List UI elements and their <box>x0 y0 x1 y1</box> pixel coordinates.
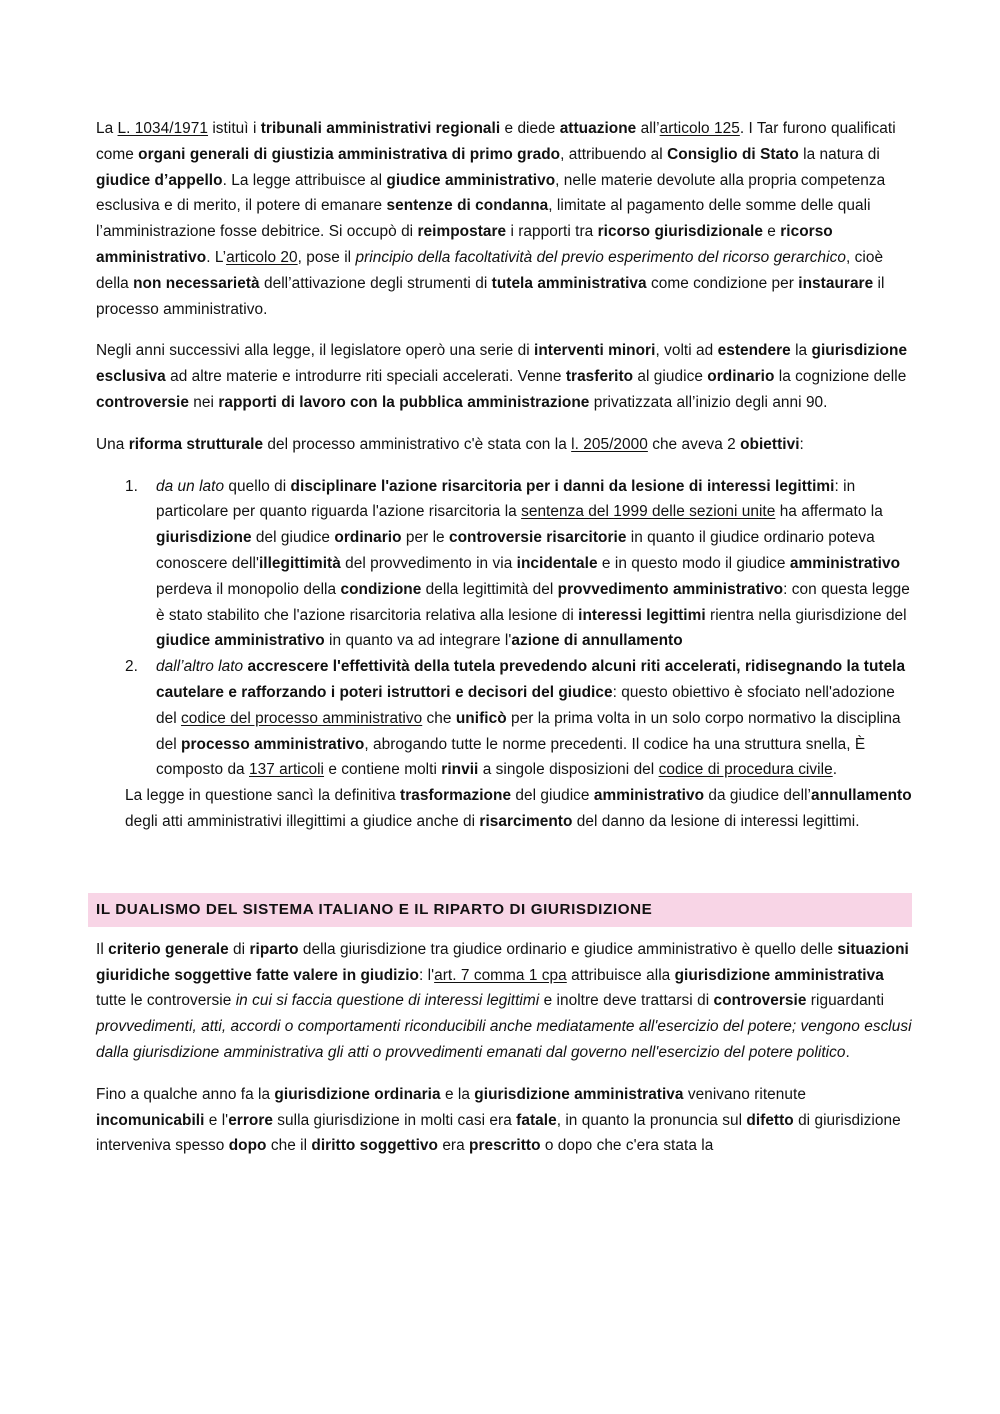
text-run: : l' <box>419 966 435 984</box>
bold-term: provvedimento amministrativo <box>557 580 784 598</box>
text-run: La <box>96 120 118 137</box>
list-item-number: 2. <box>125 658 138 676</box>
bold-term: organi generali di giustizia amministrativa di primo grado <box>138 145 561 163</box>
text-run: sulla giurisdizione in molti casi era <box>272 1111 517 1129</box>
text-run: che <box>422 709 456 727</box>
text-run: per le <box>401 529 449 547</box>
text-run: . I Tar furono qualificati come <box>96 120 896 163</box>
text-run: o dopo che c'era stata la <box>540 1137 714 1155</box>
text-run: da giudice dell’ <box>704 787 812 805</box>
bold-term: azione di annullamento <box>511 632 683 650</box>
legal-reference: codice di procedura civile <box>658 761 833 779</box>
bold-term: non necessarietà <box>133 274 260 292</box>
bold-term: obiettivi <box>740 435 800 453</box>
text-run: al giudice <box>633 368 708 386</box>
text-run: del giudice <box>251 529 335 547</box>
bold-term: ordinario <box>707 368 775 386</box>
text-run: , cioè della <box>96 248 884 292</box>
italic-text: in cui si faccia questione di interessi legittimi <box>235 992 540 1010</box>
text-run: come condizione per <box>646 274 799 292</box>
text-run: il processo amministrativo. <box>96 274 885 318</box>
text-run: che aveva 2 <box>647 435 741 453</box>
paragraph-interventi-minori <box>96 338 912 415</box>
bold-term: criterio generale <box>108 940 229 958</box>
bold-term: ordinario <box>334 529 402 547</box>
text-run: , volti ad <box>655 342 718 360</box>
bold-term: controversie <box>96 393 189 411</box>
bold-term: giurisdizione amministrativa <box>674 966 884 984</box>
bold-term: condizione <box>340 580 422 598</box>
bold-term: giudice amministrativo <box>156 632 325 650</box>
text-run: , nelle materie devolute alla propria competenza esclusiva e di merito, il potere di emanare <box>96 171 886 215</box>
text-run: nei <box>188 393 219 411</box>
paragraph-l-1034-1971 <box>96 116 912 322</box>
section-heading: IL DUALISMO DEL SISTEMA ITALIANO E IL RIPARTO DI GIURISDIZIONE <box>88 893 912 927</box>
text-run: , limitate al pagamento delle somme delle quali l’amministrazione fosse debitrice. Si occupò di <box>96 197 871 241</box>
bold-term: unificò <box>455 709 507 727</box>
bold-term: tutela amministrativa <box>491 274 647 292</box>
list-item <box>96 654 912 783</box>
text-run: . <box>832 761 838 779</box>
objectives-list <box>96 474 912 784</box>
bold-term: fatale <box>516 1111 557 1129</box>
legal-reference: l. 205/2000 <box>571 435 648 453</box>
text-run: , attribuendo al <box>560 145 668 163</box>
bold-term: errore <box>228 1111 273 1129</box>
bold-term: controversie risarcitorie <box>448 529 627 547</box>
text-run: , pose il <box>297 248 356 266</box>
text-run: . L’ <box>206 248 227 266</box>
text-run: , abrogando tutte le norme precedenti. Il codice ha una struttura snella, È composto da <box>156 735 866 779</box>
bold-term: situazioni giuridiche soggettive fatte valere in giudizio <box>96 940 909 984</box>
text-run: Il <box>96 940 109 958</box>
text-run: in quanto il giudice ordinario poteva conoscere dell' <box>156 529 875 572</box>
italic-text: da un lato <box>156 477 225 495</box>
text-run: privatizzata all’inizio degli anni 90. <box>589 393 828 411</box>
text-run: perdeva il monopolio della <box>156 580 341 598</box>
text-run: ad altre materie e introdurre riti speciali accelerati. Venne <box>165 368 566 386</box>
text-run: era <box>438 1137 470 1155</box>
bold-term: giurisdizione amministrativa <box>474 1085 684 1103</box>
italic-text: principio della facoltatività del previo esperimento del ricorso gerarchico <box>355 248 846 266</box>
text-run: : in particolare per quanto riguarda l'azione risarcitoria la <box>156 477 856 521</box>
list-item-number: 1. <box>125 477 138 495</box>
bold-term: estendere <box>717 342 791 360</box>
bold-term: reimpostare <box>417 223 507 241</box>
text-run: venivano ritenute <box>683 1085 806 1103</box>
text-run: del provvedimento in via <box>340 554 517 572</box>
bold-term: interventi minori <box>534 342 656 360</box>
text-run: dell’attivazione degli strumenti di <box>259 274 492 292</box>
bold-term: trasformazione <box>400 787 512 805</box>
paragraph-riforma-strutturale <box>96 432 912 458</box>
text-run: e contiene molti <box>324 761 442 779</box>
text-run: di giurisdizione interveniva spesso <box>96 1111 901 1155</box>
bold-term: disciplinare l'azione risarcitoria per i danni da lesione di interessi legittimi <box>290 477 835 495</box>
legal-reference: 137 articoli <box>249 761 325 779</box>
text-run: e la <box>440 1085 475 1103</box>
legal-reference: L. 1034/1971 <box>117 120 209 137</box>
bold-term: processo amministrativo <box>181 735 365 753</box>
text-run: Fino a qualche anno fa la <box>96 1085 275 1103</box>
bold-term: attuazione <box>559 120 637 137</box>
text-run: e in questo modo il giudice <box>597 554 790 572</box>
bold-term: difetto <box>746 1111 794 1129</box>
text-run: della giurisdizione tra giudice ordinario e giudice amministrativo è quello delle <box>298 940 838 958</box>
bold-term: annullamento <box>811 787 912 805</box>
text-run: che il <box>266 1137 312 1155</box>
legal-reference: sentenza del 1999 delle sezioni unite <box>521 503 776 521</box>
text-run: del processo amministrativo c'è stata con la <box>263 435 572 453</box>
bold-term: incomunicabili <box>96 1111 205 1129</box>
bold-term: tribunali amministrativi regionali <box>260 120 501 137</box>
text-run: del danno da lesione di interessi legittimi. <box>572 812 860 830</box>
legal-reference: codice del processo amministrativo <box>181 709 423 727</box>
legal-reference: art. 7 comma 1 cpa <box>434 966 567 984</box>
text-run: la natura di <box>798 145 880 163</box>
bold-term: interessi legittimi <box>578 606 706 624</box>
bold-term: amministrativo <box>789 554 901 572</box>
text-run: tutte le controversie <box>96 992 236 1010</box>
list-item-text <box>156 658 905 778</box>
text-run: attribuisce alla <box>566 966 675 984</box>
text-run: del giudice <box>511 787 594 805</box>
text-run: i rapporti tra <box>506 223 598 241</box>
legal-reference: articolo 20 <box>226 248 298 266</box>
bold-term: dopo <box>228 1137 267 1155</box>
section-spacer <box>96 851 912 893</box>
bold-term: instaurare <box>798 274 874 292</box>
text-run: la <box>790 342 812 360</box>
text-run: a singole disposizioni del <box>478 761 659 779</box>
list-item-text <box>156 478 910 650</box>
paragraph-criterio-generale <box>96 937 912 1066</box>
bold-term: Consiglio di Stato <box>667 145 799 163</box>
text-run: la cognizione delle <box>774 368 907 386</box>
text-run: e l' <box>204 1111 229 1129</box>
paragraph-trasformazione <box>96 783 912 835</box>
bold-term: diritto soggettivo <box>311 1137 438 1155</box>
bold-term: giudice amministrativo <box>386 171 556 189</box>
bold-term: accrescere l'effettività della tutela prevedendo alcuni riti accelerati, ridisegnando la tutela cautelare e rafforzando i poteri istruttori e decisori del giudice <box>156 658 906 701</box>
text-run: e <box>762 223 781 241</box>
text-run: della legittimità del <box>421 580 558 598</box>
text-run: in quanto va ad integrare l' <box>324 632 512 650</box>
bold-term: giudice d’appello <box>96 171 223 189</box>
legal-reference: articolo 125 <box>659 120 740 137</box>
italic-text: dall’altro lato <box>156 658 244 676</box>
text-run: La legge in questione sancì la definitiva <box>125 787 401 805</box>
text-run: : <box>799 435 804 453</box>
bold-term: illegittimità <box>258 554 341 572</box>
text-run: di <box>228 940 250 958</box>
paragraph-incomunicabili <box>96 1082 912 1159</box>
bold-term: riparto <box>249 940 299 958</box>
text-run: rientra nella giurisdizione del <box>705 606 907 624</box>
text-run: riguardanti <box>806 992 885 1010</box>
bold-term: giurisdizione esclusiva <box>96 342 908 386</box>
bold-term: ricorso amministrativo <box>96 223 833 266</box>
text-run: Negli anni successivi alla legge, il legislatore operò una serie di <box>96 342 534 360</box>
bold-term: incidentale <box>516 554 598 572</box>
text-run: : questo obiettivo è sfociato nell'adozione del <box>156 683 895 727</box>
bold-term: sentenze di condanna <box>386 197 549 215</box>
bold-term: giurisdizione ordinaria <box>274 1085 441 1103</box>
bold-term: ricorso giurisdizionale <box>597 223 763 241</box>
italic-text: provvedimenti, atti, accordi o comportamenti riconducibili anche mediatamente all'esercizio del potere; vengono esclusi dalla giurisdizione amministrativa gli atti o provvedimenti emanati dal governo nell'esercizio del potere politico <box>96 1018 912 1061</box>
text-run: e diede <box>500 120 560 137</box>
bold-term: riforma strutturale <box>128 435 264 453</box>
text-run: istituì i <box>208 120 261 137</box>
text-run: quello di <box>224 477 291 495</box>
list-item <box>96 474 912 655</box>
text-run: per la prima volta in un solo corpo normativo la disciplina del <box>156 709 901 753</box>
text-run: . La legge attribuisce al <box>222 171 387 189</box>
text-run: . <box>845 1043 850 1061</box>
bold-term: prescritto <box>469 1137 541 1155</box>
text-run: degli atti amministrativi illegittimi a giudice anche di <box>125 812 480 830</box>
text-run: e inoltre deve trattarsi di <box>539 992 714 1010</box>
text-run: , in quanto la pronuncia sul <box>556 1111 747 1129</box>
bold-term: risarcimento <box>479 812 573 830</box>
bold-term: controversie <box>713 992 807 1010</box>
bold-term: rapporti di lavoro con la pubblica amministrazione <box>218 393 590 411</box>
bold-term: rinvii <box>441 761 479 779</box>
text-run: all’ <box>636 120 660 137</box>
bold-term: trasferito <box>565 368 634 386</box>
text-run: : con questa legge è stato stabilito che l'azione risarcitoria relativa alla lesione di <box>156 580 910 624</box>
text-run: ha affermato la <box>775 503 883 521</box>
bold-term: amministrativo <box>593 787 705 805</box>
bold-term: giurisdizione <box>156 529 252 547</box>
text-run: Una <box>96 435 129 453</box>
